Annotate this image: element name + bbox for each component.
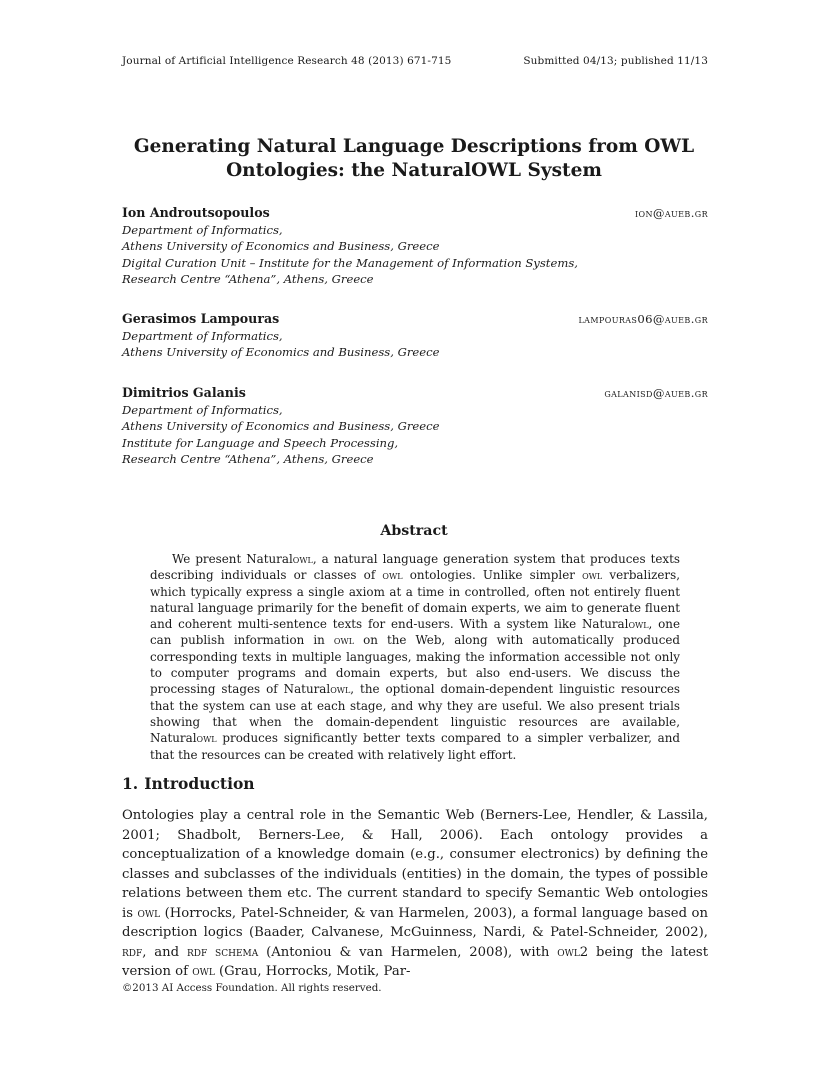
author-block-2 bbox=[122, 311, 708, 361]
author-email: lampouras06@aueb.gr bbox=[578, 312, 708, 326]
affiliation-line: Athens University of Economics and Business, Greece bbox=[122, 239, 440, 254]
section-title: Introduction bbox=[144, 774, 255, 793]
paper-title bbox=[90, 135, 738, 183]
copyright-footer: ©2013 AI Access Foundation. All rights reserved. bbox=[122, 982, 382, 994]
affiliation-line: Department of Informatics, bbox=[122, 328, 283, 343]
affiliation-line: Athens University of Economics and Business, Greece bbox=[122, 419, 440, 434]
abstract-text: We present Naturalowl, a natural language generation system that produces texts describing individuals or classes of owl ontologies. Unlike simpler owl verbalizers, which typically express a single axiom at a time in controlled, often not entirely fluent natural language primarily for the benefit of domain experts, we aim to generate fluent and coherent multi-sentence texts for end-users. With a system like Naturalowl, one can publish information in owl on the Web, along with automatically produced corresponding texts in multiple languages, making the information accessible not only to computer programs and domain experts, but also end-users. We discuss the processing stages of Naturalowl, the optional domain-dependent linguistic resources that the system can use at each stage, and why they are useful. We also present trials showing that when the domain-dependent linguistic resources are available, Naturalowl produces significantly better texts compared to a simpler verbalizer, and that the resources can be created with relatively light effort. bbox=[150, 552, 680, 762]
affiliation-line: Department of Informatics, bbox=[122, 222, 283, 237]
author-name: Dimitrios Galanis bbox=[122, 385, 246, 400]
introduction-paragraph: Ontologies play a central role in the Semantic Web (Berners-Lee, Hendler, & Lassila, 2001; Shadbolt, Berners-Lee, & Hall, 2006). Each ontology provides a conceptualization of a knowledge domain (e.g., consumer electronics) by defining the classes and subclasses of the individuals (entities) in the domain, the types of possible relations between them etc. The current standard to specify Semantic Web ontologies is owl (Horrocks, Patel-Schneider, & van Harmelen, 2003), a formal language based on description logics (Baader, Calvanese, McGuinness, Nardi, & Patel-Schneider, 2002), rdf, and rdf schema (Antoniou & van Harmelen, 2008), with owl2 being the latest version of owl (Grau, Horrocks, Motik, Par- bbox=[122, 808, 708, 979]
author-email: ion@aueb.gr bbox=[634, 206, 708, 220]
section-number: 1. bbox=[122, 774, 139, 793]
title-line-1: Generating Natural Language Descriptions from OWL bbox=[133, 136, 695, 157]
affiliation-line: Athens University of Economics and Business, Greece bbox=[122, 345, 440, 360]
author-name: Ion Androutsopoulos bbox=[122, 205, 270, 220]
abstract-heading: Abstract bbox=[380, 523, 448, 539]
affiliation-line: Research Centre “Athena”, Athens, Greece bbox=[122, 452, 374, 467]
author-block-3 bbox=[122, 385, 708, 468]
affiliation-line: Digital Curation Unit – Institute for the Management of Information Systems, bbox=[122, 255, 578, 270]
section-heading-introduction bbox=[122, 774, 261, 793]
submission-dates: Submitted 04/13; published 11/13 bbox=[523, 55, 708, 67]
author-email: galanisd@aueb.gr bbox=[604, 386, 708, 400]
affiliation-line: Research Centre “Athena”, Athens, Greece bbox=[122, 272, 374, 287]
author-name: Gerasimos Lampouras bbox=[122, 311, 280, 326]
affiliation-line: Institute for Language and Speech Processing, bbox=[122, 435, 399, 450]
title-line-2: Ontologies: the NaturalOWL System bbox=[226, 160, 602, 181]
affiliation-line: Department of Informatics, bbox=[122, 402, 283, 417]
author-block-1 bbox=[122, 205, 708, 288]
running-head bbox=[122, 55, 708, 69]
journal-citation: Journal of Artificial Intelligence Research 48 (2013) 671-715 bbox=[122, 55, 452, 67]
